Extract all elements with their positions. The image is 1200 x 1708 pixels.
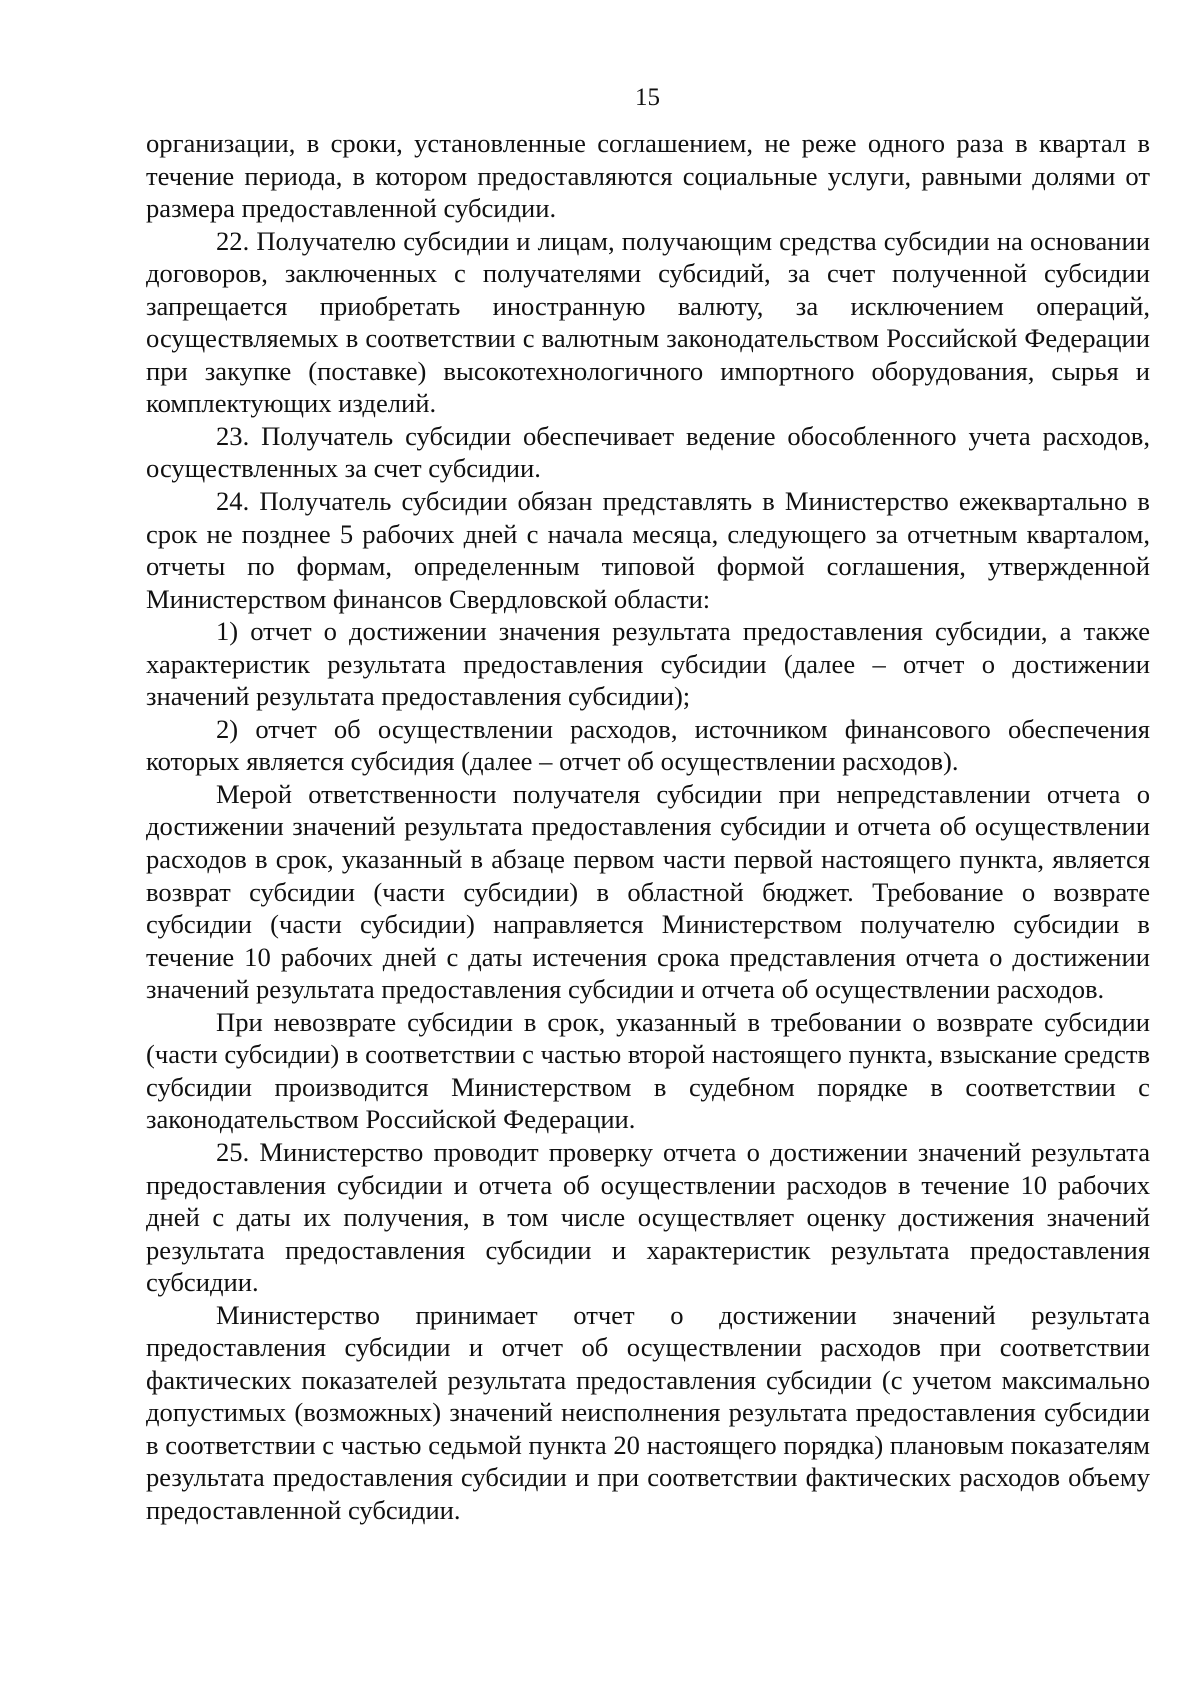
paragraph-responsibility: Мерой ответственности получателя субсидии при непредставлении отчета о достижении значений результата предоставления субсидии и отчета об осуществлении расходов в срок, указанный в абзаце первом части первой настоящего пункта, является возврат субсидии (части субсидии) в областной бюджет. Требование о возврате субсидии (части субсидии) направляется Министерством получателю субсидии в течение 10 рабочих дней с даты истечения срока представления отчета о достижении значений результата предоставления субсидии и отчета об осуществлении расходов.: [146, 778, 1150, 1005]
paragraph-item-23: 23. Получатель субсидии обеспечивает ведение обособленного учета расходов, осуществленных за счет субсидии.: [146, 420, 1150, 484]
page-number: 15: [635, 84, 660, 111]
paragraph-non-return: При невозврате субсидии в срок, указанный в требовании о возврате субсидии (части субсидии) в соответствии с частью второй настоящего пункта, взыскание средств субсидии производится Министерством в судебном порядке в соответствии с законодательством Российской Федерации.: [146, 1006, 1150, 1135]
paragraph-subitem-2: 2) отчет об осуществлении расходов, источником финансового обеспечения которых является субсидия (далее – отчет об осуществлении расходов).: [146, 713, 1150, 777]
paragraph-item-25: 25. Министерство проводит проверку отчета о достижении значений результата предоставления субсидии и отчета об осуществлении расходов в течение 10 рабочих дней с даты их получения, в том числе осуществляет оценку достижения значений результата предоставления субсидии и характеристик результата предоставления субсидии.: [146, 1136, 1150, 1298]
paragraph-subitem-1: 1) отчет о достижении значения результата предоставления субсидии, а также характеристик результата предоставления субсидии (далее – отчет о достижении значений результата предоставления субсидии);: [146, 616, 1150, 712]
paragraph-acceptance: Министерство принимает отчет о достижении значений результата предоставления субсидии и отчет об осуществлении расходов при соответствии фактических показателей результата предоставления субсидии (с учетом максимально допустимых (возможных) значений неисполнения результата предоставления субсидии в соответствии с частью седьмой пункта 20 настоящего порядка) плановым показателям результата предоставления субсидии и при соответствии фактических расходов объему предоставленной субсидии.: [146, 1299, 1150, 1525]
paragraph-continuation: организации, в сроки, установленные соглашением, не реже одного раза в квартал в течение периода, в котором предоставляются социальные услуги, равными долями от размера предоставленной субсидии.: [146, 128, 1150, 224]
paragraph-item-22: 22. Получателю субсидии и лицам, получающим средства субсидии на основании договоров, заключенных с получателями субсидий, за счет полученной субсидии запрещается приобретать иностранную валюту, за исключением операций, осуществляемых в соответствии с валютным законодательством Российской Федерации при закупке (поставке) высокотехнологичного импортного оборудования, сырья и комплектующих изделий.: [146, 225, 1150, 419]
paragraph-item-24: 24. Получатель субсидии обязан представлять в Министерство ежеквартально в срок не позднее 5 рабочих дней с начала месяца, следующего за отчетным кварталом, отчеты по формам, определенным типовой формой соглашения, утвержденной Министерством финансов Свердловской области:: [146, 486, 1150, 614]
document-body: [146, 127, 1150, 1527]
